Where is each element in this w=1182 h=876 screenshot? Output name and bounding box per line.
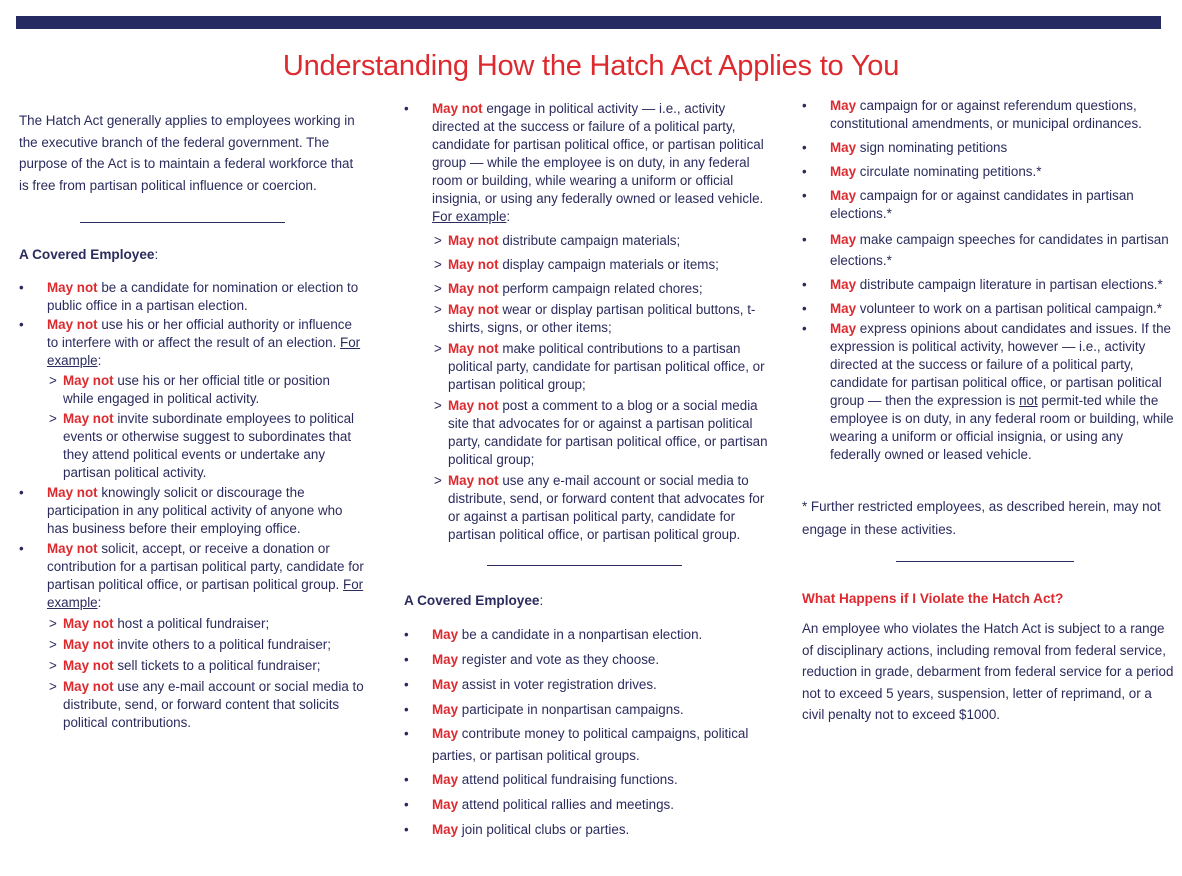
may-not-label: May not — [47, 541, 98, 556]
item-text: distribute campaign literature in partisan elections.* — [859, 277, 1163, 292]
may-label: May — [432, 627, 459, 642]
for-example-label: For example — [432, 209, 507, 224]
heading-text: A Covered Employee — [404, 593, 540, 608]
may-not-label: May not — [448, 281, 499, 296]
list-item — [404, 821, 769, 839]
list-item — [802, 97, 1174, 133]
may-not-label: May not — [47, 317, 98, 332]
may-label: May — [830, 277, 857, 292]
may-not-label: May not — [448, 341, 499, 356]
list-item — [404, 796, 769, 814]
may-label: May — [432, 772, 459, 787]
item-text: display campaign materials or items; — [498, 257, 719, 272]
item-text: express opinions about candidates and issues. If the expression is political activity, however — i.e., activity directed at the success or failure of a political party, candidate for partisan political office, or partisan political group — then the expression is — [830, 321, 1171, 408]
arrow-marker: > — [434, 302, 442, 317]
divider-rule — [487, 565, 682, 566]
top-banner-bar — [16, 16, 1161, 29]
sub-item — [404, 232, 769, 250]
item-text: distribute campaign materials; — [502, 233, 681, 248]
may-label: May — [830, 140, 857, 155]
list-item — [802, 298, 1174, 319]
item-text: invite others to a political fundraiser; — [117, 637, 331, 652]
list-item — [404, 100, 769, 226]
may-not-label: May not — [47, 485, 98, 500]
may-not-activity-list — [404, 100, 769, 544]
divider-rule — [896, 561, 1074, 562]
item-text: wear or display partisan political buttons, t-shirts, signs, or other items; — [448, 302, 756, 335]
item-text: engage in political activity — i.e., activity directed at the success or failure of a political party, candidate for partisan political office, or partisan political group — while the employee is on duty, in any federal room or building, while wearing a uniform or official insignia, or using any federally owned or leased vehicle. — [432, 101, 764, 206]
page-title: Understanding How the Hatch Act Applies to You — [282, 50, 900, 82]
may-not-label: May not — [448, 257, 499, 272]
may-not-label: May not — [448, 233, 499, 248]
colon: : — [97, 595, 102, 610]
arrow-marker: > — [434, 398, 442, 413]
item-text: knowingly solicit or discourage the participation in any political activity of anyone who has business before their employing office. — [47, 485, 343, 536]
sub-item — [19, 410, 364, 482]
section-heading-covered-may-not — [19, 246, 364, 264]
item-text: post a comment to a blog or a social media site that advocates for or against a partisan political party, candidate for partisan political office, or partisan political group; — [448, 398, 768, 467]
list-item — [404, 701, 769, 719]
list-item — [404, 723, 769, 767]
item-text-cont: permit-ted while the employee is on duty, in any federal room or building, while wearing a uniform or official insignia, or using any federally owned or leased vehicle. — [830, 393, 1174, 462]
violation-heading: What Happens if I Violate the Hatch Act? — [802, 591, 1064, 606]
arrow-marker: > — [434, 281, 442, 296]
arrow-marker: > — [434, 233, 442, 248]
list-item — [404, 626, 769, 644]
sub-item — [404, 256, 769, 274]
list-item — [404, 676, 769, 694]
sub-item — [404, 340, 769, 394]
may-label: May — [432, 822, 459, 837]
item-text: attend political fundraising functions. — [461, 772, 678, 787]
item-text: participate in nonpartisan campaigns. — [461, 702, 684, 717]
may-not-list — [19, 279, 364, 732]
list-item — [802, 274, 1174, 295]
may-not-label: May not — [448, 473, 499, 488]
section-heading-covered-may — [404, 592, 769, 610]
item-text: campaign for or against candidates in partisan elections.* — [830, 188, 1134, 221]
heading-colon: : — [154, 247, 159, 262]
item-text: use any e-mail account or social media to distribute, send, or forward content that solicits political contributions. — [63, 679, 364, 730]
list-item — [19, 316, 364, 370]
list-item — [404, 771, 769, 789]
sub-item — [19, 372, 364, 408]
item-text: be a candidate for nomination or election to public office in a partisan election. — [47, 280, 359, 313]
list-item — [19, 484, 364, 538]
sub-item — [19, 657, 364, 675]
item-text: use his or her official title or position while engaged in political activity. — [63, 373, 330, 406]
arrow-marker: > — [434, 341, 442, 356]
may-not-label: May not — [63, 637, 114, 652]
not-emphasis: not — [1019, 393, 1038, 408]
arrow-marker: > — [49, 679, 57, 694]
may-not-label: May not — [432, 101, 483, 116]
may-not-label: May not — [63, 411, 114, 426]
may-label: May — [830, 164, 857, 179]
colon: : — [506, 209, 511, 224]
item-text: solicit, accept, or receive a donation or contribution for a partisan political party, candidate for partisan political office, or partisan political group. — [47, 541, 364, 592]
heading-colon: : — [539, 593, 544, 608]
arrow-marker: > — [434, 473, 442, 488]
may-not-label: May not — [448, 398, 499, 413]
may-label: May — [432, 677, 459, 692]
may-not-label: May not — [47, 280, 98, 295]
may-list-continued — [802, 97, 1174, 464]
may-label: May — [830, 321, 857, 336]
item-text: volunteer to work on a partisan political campaign.* — [859, 301, 1162, 316]
violation-paragraph: An employee who violates the Hatch Act is subject to a range of disciplinary actions, including removal from federal service, reduction in grade, debarment from federal service for a period not to exceed 5 years, suspension, letter of reprimand, or a civil penalty not to exceed $1000. — [802, 621, 1174, 722]
may-not-label: May not — [63, 616, 114, 631]
may-label: May — [830, 301, 857, 316]
column-left — [19, 110, 364, 732]
for-example-label: For example — [47, 577, 364, 610]
arrow-marker: > — [49, 411, 57, 426]
sub-item — [404, 280, 769, 298]
may-not-label: May not — [63, 658, 114, 673]
intro-paragraph: The Hatch Act generally applies to employees working in the executive branch of the federal government. The purpose of the Act is to maintain a federal workforce that is free from partisan political influence or coercion. — [19, 113, 355, 193]
item-text: contribute money to political campaigns, political parties, or partisan political groups. — [432, 726, 749, 763]
column-middle — [404, 100, 769, 839]
item-text: sell tickets to a political fundraiser; — [117, 658, 321, 673]
arrow-marker: > — [49, 637, 57, 652]
list-item — [802, 139, 1174, 157]
item-text: host a political fundraiser; — [117, 616, 270, 631]
item-text: use any e-mail account or social media to distribute, send, or forward content that advocates for or against a partisan political party, candidate for partisan political office, or partisan political group. — [448, 473, 765, 542]
item-text: make campaign speeches for candidates in partisan elections.* — [830, 232, 1169, 268]
item-text: attend political rallies and meetings. — [461, 797, 674, 812]
item-text: perform campaign related chores; — [502, 281, 703, 296]
may-label: May — [432, 702, 459, 717]
divider-rule — [80, 222, 285, 223]
may-label: May — [830, 232, 857, 247]
item-text: register and vote as they choose. — [461, 652, 660, 667]
item-text: circulate nominating petitions.* — [859, 164, 1042, 179]
list-item — [19, 279, 364, 315]
list-item — [802, 187, 1174, 223]
item-text: be a candidate in a nonpartisan election. — [461, 627, 703, 642]
item-text: make political contributions to a partisan political party, candidate for partisan political office, or partisan political group; — [448, 341, 765, 392]
list-item — [802, 320, 1174, 464]
may-not-label: May not — [448, 302, 499, 317]
may-not-label: May not — [63, 373, 114, 388]
column-right — [802, 97, 1174, 726]
may-label: May — [432, 652, 459, 667]
list-item — [19, 540, 364, 612]
may-label: May — [830, 98, 857, 113]
item-text: sign nominating petitions — [859, 140, 1008, 155]
list-item — [802, 163, 1174, 181]
list-item — [404, 651, 769, 669]
item-text: join political clubs or parties. — [461, 822, 630, 837]
arrow-marker: > — [49, 658, 57, 673]
for-example-label: For example — [47, 335, 361, 368]
sub-item — [404, 472, 769, 544]
sub-item — [19, 615, 364, 633]
sub-item — [404, 301, 769, 337]
sub-item — [19, 678, 364, 732]
list-item — [802, 229, 1174, 271]
heading-text: A Covered Employee — [19, 247, 155, 262]
arrow-marker: > — [49, 373, 57, 388]
colon: : — [97, 353, 102, 368]
arrow-marker: > — [434, 257, 442, 272]
item-text: assist in voter registration drives. — [461, 677, 657, 692]
item-text: invite subordinate employees to political events or otherwise suggest to subordinates that they attend political events or undertake any partisan political activity. — [63, 411, 355, 480]
sub-item — [404, 397, 769, 469]
may-label: May — [432, 726, 459, 741]
sub-item — [19, 636, 364, 654]
item-text: campaign for or against referendum questions, constitutional amendments, or municipal ordinances. — [830, 98, 1142, 131]
item-text: use his or her official authority or influence to interfere with or affect the result of an election. — [47, 317, 352, 350]
may-label: May — [432, 797, 459, 812]
may-not-label: May not — [63, 679, 114, 694]
may-label: May — [830, 188, 857, 203]
footnote: * Further restricted employees, as described herein, may not engage in these activities. — [802, 499, 1161, 537]
arrow-marker: > — [49, 616, 57, 631]
may-list — [404, 626, 769, 839]
